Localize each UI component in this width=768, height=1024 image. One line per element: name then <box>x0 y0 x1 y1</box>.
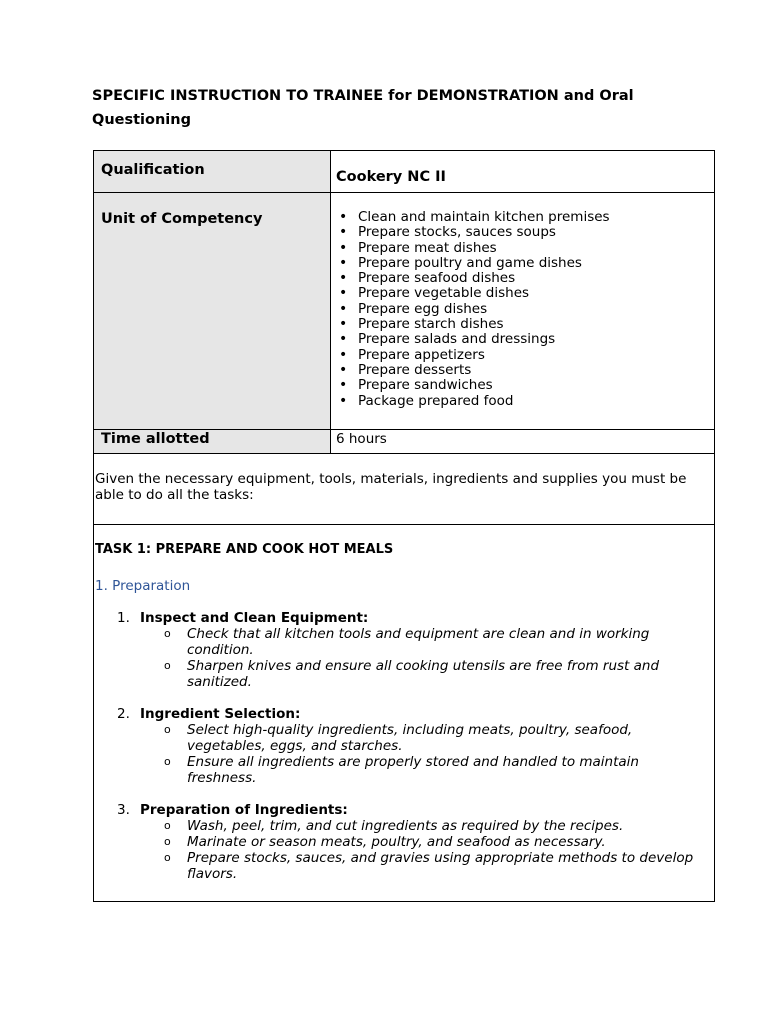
step-item: o Check that all kitchen tools and equipment are clean and in working condition. <box>94 626 714 658</box>
unit-item: • Prepare salads and dressings <box>331 332 714 347</box>
document-title: SPECIFIC INSTRUCTION TO TRAINEE for DEMONSTRATION and Oral Questioning <box>92 88 634 128</box>
intro-row <box>94 454 715 525</box>
instruction-table <box>93 150 715 902</box>
step-item: o Marinate or season meats, poultry, and seafood as necessary. <box>94 834 714 850</box>
step-item: o Sharpen knives and ensure all cooking utensils are free from rust and sanitized. <box>94 658 714 690</box>
task-title: TASK 1: PREPARE AND COOK HOT MEALS <box>95 542 394 557</box>
time-label-cell <box>94 430 331 454</box>
step <box>94 706 714 786</box>
unit-of-competency-row <box>94 193 715 430</box>
step-number: 2. <box>117 706 130 722</box>
step <box>94 802 714 882</box>
step-items <box>94 626 714 690</box>
unit-label-cell <box>94 193 331 430</box>
unit-item: • Prepare stocks, sauces soups <box>331 225 714 240</box>
intro-cell <box>94 454 715 525</box>
section-heading: 1. Preparation <box>95 578 191 594</box>
step-number: 3. <box>117 802 130 818</box>
unit-item: • Prepare sandwiches <box>331 378 714 393</box>
step-title: Preparation of Ingredients: <box>140 802 348 818</box>
unit-item: • Prepare egg dishes <box>331 302 714 317</box>
step <box>94 610 714 690</box>
unit-item: • Prepare meat dishes <box>331 241 714 256</box>
unit-item: • Prepare starch dishes <box>331 317 714 332</box>
step-item: o Prepare stocks, sauces, and gravies using appropriate methods to develop flavors. <box>94 850 714 882</box>
unit-item: • Prepare desserts <box>331 363 714 378</box>
step-heading <box>94 706 714 722</box>
step-heading <box>94 610 714 626</box>
step-title: Inspect and Clean Equipment: <box>140 610 369 626</box>
unit-list <box>331 193 714 409</box>
step-items <box>94 818 714 882</box>
unit-item: • Prepare appetizers <box>331 348 714 363</box>
intro-text: Given the necessary equipment, tools, materials, ingredients and supplies you must be able to do all the tasks: <box>95 471 687 503</box>
step-list <box>94 610 714 882</box>
unit-item: • Prepare poultry and game dishes <box>331 256 714 271</box>
step-number: 1. <box>117 610 130 626</box>
unit-of-competency-label: Unit of Competency <box>101 211 263 227</box>
unit-item: • Prepare vegetable dishes <box>331 286 714 301</box>
qualification-value: Cookery NC II <box>336 169 446 185</box>
unit-value-cell <box>331 193 715 430</box>
qualification-label-cell <box>94 151 331 193</box>
qualification-row <box>94 151 715 193</box>
time-allotted-value: 6 hours <box>336 431 387 447</box>
step-heading <box>94 802 714 818</box>
unit-item: • Clean and maintain kitchen premises <box>331 210 714 225</box>
step-title: Ingredient Selection: <box>140 706 301 722</box>
time-value-cell <box>331 430 715 454</box>
task-cell <box>94 525 715 902</box>
qualification-label: Qualification <box>101 162 205 178</box>
step-item: o Select high-quality ingredients, including meats, poultry, seafood, vegetables, eggs, and starches. <box>94 722 714 754</box>
unit-item: • Prepare seafood dishes <box>331 271 714 286</box>
step-items <box>94 722 714 786</box>
qualification-value-cell <box>331 151 715 193</box>
step-item: o Ensure all ingredients are properly stored and handled to maintain freshness. <box>94 754 714 786</box>
step-item: o Wash, peel, trim, and cut ingredients as required by the recipes. <box>94 818 714 834</box>
task-row <box>94 525 715 902</box>
time-allotted-row <box>94 430 715 454</box>
time-allotted-label: Time allotted <box>101 431 210 447</box>
unit-item: • Package prepared food <box>331 394 714 409</box>
